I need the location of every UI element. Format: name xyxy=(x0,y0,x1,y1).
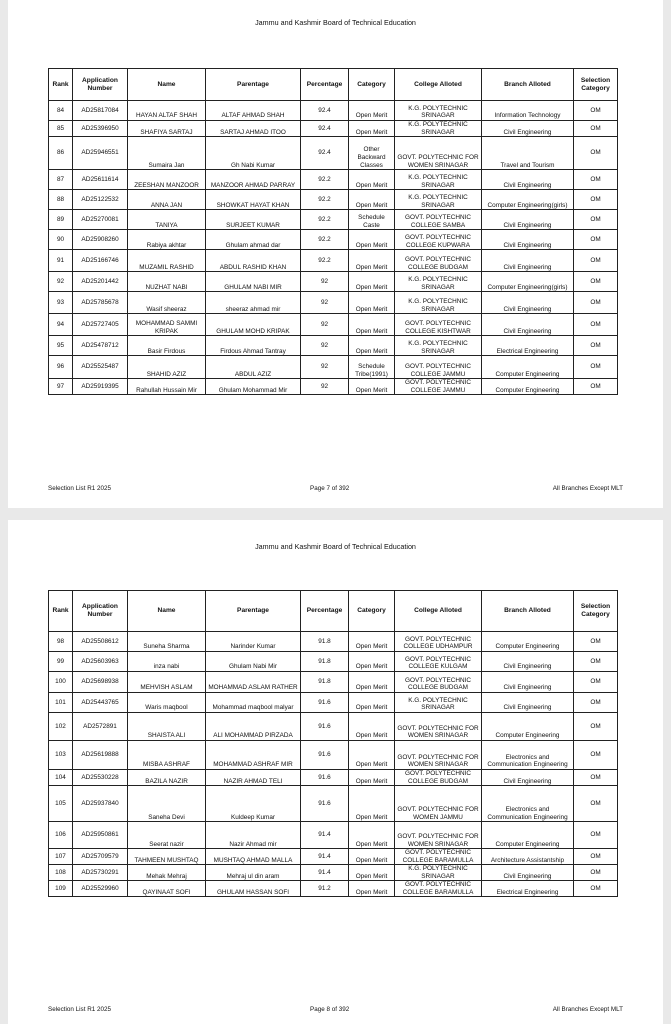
branch-cell: Computer Engineering xyxy=(482,632,574,652)
college-cell: GOVT. POLYTECHNIC COLLEGE UDHAMPUR xyxy=(395,632,482,652)
selection-category-cell: OM xyxy=(574,356,618,379)
college-cell: GOVT. POLYTECHNIC COLLEGE BARAMULLA xyxy=(395,881,482,897)
rank-cell: 96 xyxy=(49,356,73,379)
name-cell: BAZILA NAZIR xyxy=(128,770,206,786)
college-cell: GOVT. POLYTECHNIC FOR WOMEN SRINAGAR xyxy=(395,822,482,849)
col-category: Category xyxy=(349,591,395,632)
category-cell: Open Merit xyxy=(349,250,395,272)
percentage-cell: 92 xyxy=(301,314,349,336)
percentage-cell: 92.4 xyxy=(301,137,349,170)
category-cell: Open Merit xyxy=(349,865,395,881)
footer-branches: All Branches Except MLT xyxy=(552,1006,623,1013)
branch-cell: Civil Engineering xyxy=(482,314,574,336)
rank-cell: 88 xyxy=(49,190,73,210)
rank-cell: 90 xyxy=(49,230,73,250)
application-number-cell: AD25727405 xyxy=(73,314,128,336)
name-cell: NUZHAT NABI xyxy=(128,272,206,292)
parentage-cell: GHULAM MOHD KRIPAK xyxy=(206,314,301,336)
college-cell: GOVT. POLYTECHNIC COLLEGE BUDGAM xyxy=(395,770,482,786)
application-number-cell: AD25817084 xyxy=(73,101,128,121)
parentage-cell: MANZOOR AHMAD PARRAY xyxy=(206,170,301,190)
category-cell: Open Merit xyxy=(349,230,395,250)
rank-cell: 94 xyxy=(49,314,73,336)
rank-cell: 100 xyxy=(49,672,73,693)
table-row xyxy=(49,822,618,849)
parentage-cell: Firdous Ahmad Tantray xyxy=(206,336,301,356)
parentage-cell: Narinder Kumar xyxy=(206,632,301,652)
category-cell: Open Merit xyxy=(349,170,395,190)
rank-cell: 98 xyxy=(49,632,73,652)
col-selection-category: Selection Category xyxy=(574,591,618,632)
category-cell: Open Merit xyxy=(349,314,395,336)
college-cell: GOVT. POLYTECHNIC FOR WOMEN SRINAGAR xyxy=(395,741,482,770)
college-cell: GOVT. POLYTECHNIC COLLEGE SAMBA xyxy=(395,210,482,230)
category-cell: Open Merit xyxy=(349,713,395,741)
selection-category-cell: OM xyxy=(574,137,618,170)
college-cell: K.G. POLYTECHNIC SRINAGAR xyxy=(395,693,482,713)
footer-page-number: Page 7 of 392 xyxy=(310,485,350,492)
footer-page-number: Page 8 of 392 xyxy=(310,1006,350,1013)
category-cell: Open Merit xyxy=(349,741,395,770)
percentage-cell: 92 xyxy=(301,336,349,356)
selection-category-cell: OM xyxy=(574,314,618,336)
category-cell: Open Merit xyxy=(349,190,395,210)
rank-cell: 85 xyxy=(49,121,73,137)
category-cell: Open Merit xyxy=(349,822,395,849)
table-row xyxy=(49,693,618,713)
selection-category-cell: OM xyxy=(574,379,618,395)
college-cell: GOVT. POLYTECHNIC FOR WOMEN SRINAGAR xyxy=(395,713,482,741)
table-row xyxy=(49,632,618,652)
percentage-cell: 92.4 xyxy=(301,101,349,121)
footer-list-name: Selection List R1 2025 xyxy=(48,485,112,492)
parentage-cell: Ghulam Nabi Mir xyxy=(206,652,301,672)
col-category: Category xyxy=(349,69,395,101)
rank-cell: 106 xyxy=(49,822,73,849)
percentage-cell: 91.6 xyxy=(301,786,349,822)
college-cell: GOVT. POLYTECHNIC COLLEGE BUDGAM xyxy=(395,250,482,272)
rank-cell: 93 xyxy=(49,292,73,314)
branch-cell: Electronics and Communication Engineering xyxy=(482,741,574,770)
college-cell: GOVT. POLYTECHNIC COLLEGE KULGAM xyxy=(395,652,482,672)
table-row xyxy=(49,314,618,336)
college-cell: GOVT. POLYTECHNIC COLLEGE JAMMU xyxy=(395,379,482,395)
application-number-cell: AD25166746 xyxy=(73,250,128,272)
category-cell: Open Merit xyxy=(349,292,395,314)
branch-cell: Architecture Assistantship xyxy=(482,849,574,865)
name-cell: Mehak Mehraj xyxy=(128,865,206,881)
branch-cell: Civil Engineering xyxy=(482,250,574,272)
table-row xyxy=(49,865,618,881)
application-number-cell: AD2572891 xyxy=(73,713,128,741)
percentage-cell: 91.6 xyxy=(301,770,349,786)
name-cell: Suneha Sharma xyxy=(128,632,206,652)
college-cell: K.G. POLYTECHNIC SRINAGAR xyxy=(395,121,482,137)
percentage-cell: 92 xyxy=(301,292,349,314)
parentage-cell: ABDUL AZIZ xyxy=(206,356,301,379)
application-number-cell: AD25201442 xyxy=(73,272,128,292)
branch-cell: Electronics and Communication Engineering xyxy=(482,786,574,822)
application-number-cell: AD25270081 xyxy=(73,210,128,230)
branch-cell: Computer Engineering(girls) xyxy=(482,272,574,292)
parentage-cell: GHULAM HASSAN SOFI xyxy=(206,881,301,897)
college-cell: K.G. POLYTECHNIC SRINAGAR xyxy=(395,170,482,190)
parentage-cell: Kuldeep Kumar xyxy=(206,786,301,822)
college-cell: K.G. POLYTECHNIC SRINAGAR xyxy=(395,865,482,881)
table-row xyxy=(49,190,618,210)
col-branch-alloted: Branch Alloted xyxy=(482,591,574,632)
college-cell: GOVT. POLYTECHNIC COLLEGE BUDGAM xyxy=(395,672,482,693)
footer-list-name: Selection List R1 2025 xyxy=(48,1006,112,1013)
rank-cell: 102 xyxy=(49,713,73,741)
college-cell: GOVT. POLYTECHNIC FOR WOMEN JAMMU xyxy=(395,786,482,822)
college-cell: K.G. POLYTECHNIC SRINAGAR xyxy=(395,272,482,292)
name-cell: MOHAMMAD SAMMI KRIPAK xyxy=(128,314,206,336)
table-row xyxy=(49,210,618,230)
table-row xyxy=(49,881,618,897)
selection-category-cell: OM xyxy=(574,881,618,897)
percentage-cell: 91.4 xyxy=(301,849,349,865)
table-row xyxy=(49,713,618,741)
percentage-cell: 91.6 xyxy=(301,741,349,770)
selection-category-cell: OM xyxy=(574,770,618,786)
percentage-cell: 92 xyxy=(301,356,349,379)
selection-category-cell: OM xyxy=(574,170,618,190)
category-cell: Open Merit xyxy=(349,693,395,713)
selection-category-cell: OM xyxy=(574,210,618,230)
selection-category-cell: OM xyxy=(574,786,618,822)
col-application-number: Application Number xyxy=(73,69,128,101)
branch-cell: Civil Engineering xyxy=(482,170,574,190)
name-cell: MISBA ASHRAF xyxy=(128,741,206,770)
parentage-cell: Mehraj ul din aram xyxy=(206,865,301,881)
percentage-cell: 92.2 xyxy=(301,230,349,250)
selection-category-cell: OM xyxy=(574,121,618,137)
branch-cell: Travel and Tourism xyxy=(482,137,574,170)
table-row xyxy=(49,786,618,822)
parentage-cell: ABDUL RASHID KHAN xyxy=(206,250,301,272)
percentage-cell: 91.8 xyxy=(301,652,349,672)
name-cell: TAHMEEN MUSHTAQ xyxy=(128,849,206,865)
table-header-row xyxy=(49,69,618,101)
college-cell: K.G. POLYTECHNIC SRINAGAR xyxy=(395,101,482,121)
document-page-1 xyxy=(8,0,663,508)
college-cell: GOVT. POLYTECHNIC COLLEGE KISHTWAR xyxy=(395,314,482,336)
college-cell: GOVT. POLYTECHNIC COLLEGE JAMMU xyxy=(395,356,482,379)
selection-category-cell: OM xyxy=(574,250,618,272)
page-header: Jammu and Kashmir Board of Technical Education xyxy=(255,542,416,551)
name-cell: Saneha Devi xyxy=(128,786,206,822)
name-cell: ZEESHAN MANZOOR xyxy=(128,170,206,190)
application-number-cell: AD25611614 xyxy=(73,170,128,190)
name-cell: Seerat nazir xyxy=(128,822,206,849)
selection-category-cell: OM xyxy=(574,272,618,292)
rank-cell: 109 xyxy=(49,881,73,897)
selection-category-cell: OM xyxy=(574,336,618,356)
percentage-cell: 92.4 xyxy=(301,121,349,137)
table-header-row xyxy=(49,591,618,632)
application-number-cell: AD25529960 xyxy=(73,881,128,897)
name-cell: MEHVISH ASLAM xyxy=(128,672,206,693)
parentage-cell: Nazir Ahmad mir xyxy=(206,822,301,849)
category-cell: Open Merit xyxy=(349,336,395,356)
table-row xyxy=(49,250,618,272)
application-number-cell: AD25919395 xyxy=(73,379,128,395)
branch-cell: Computer Engineering xyxy=(482,713,574,741)
application-number-cell: AD25525487 xyxy=(73,356,128,379)
percentage-cell: 92 xyxy=(301,379,349,395)
branch-cell: Civil Engineering xyxy=(482,121,574,137)
percentage-cell: 92.2 xyxy=(301,170,349,190)
percentage-cell: 91.4 xyxy=(301,822,349,849)
rank-cell: 105 xyxy=(49,786,73,822)
application-number-cell: AD25946551 xyxy=(73,137,128,170)
parentage-cell: Mohammad maqbool malyar xyxy=(206,693,301,713)
application-number-cell: AD25785678 xyxy=(73,292,128,314)
application-number-cell: AD25603963 xyxy=(73,652,128,672)
percentage-cell: 91.6 xyxy=(301,713,349,741)
application-number-cell: AD25396950 xyxy=(73,121,128,137)
name-cell: inza nabi xyxy=(128,652,206,672)
rank-cell: 89 xyxy=(49,210,73,230)
col-rank: Rank xyxy=(49,591,73,632)
percentage-cell: 92.2 xyxy=(301,210,349,230)
category-cell: Open Merit xyxy=(349,672,395,693)
table-row xyxy=(49,170,618,190)
branch-cell: Civil Engineering xyxy=(482,770,574,786)
selection-category-cell: OM xyxy=(574,101,618,121)
category-cell: Open Merit xyxy=(349,849,395,865)
col-application-number: Application Number xyxy=(73,591,128,632)
table-row xyxy=(49,356,618,379)
parentage-cell: Ghulam Mohammad Mir xyxy=(206,379,301,395)
category-cell: Open Merit xyxy=(349,121,395,137)
category-cell: Open Merit xyxy=(349,101,395,121)
selection-table xyxy=(48,68,618,395)
application-number-cell: AD25950861 xyxy=(73,822,128,849)
branch-cell: Civil Engineering xyxy=(482,693,574,713)
name-cell: ANNA JAN xyxy=(128,190,206,210)
selection-category-cell: OM xyxy=(574,693,618,713)
application-number-cell: AD25908260 xyxy=(73,230,128,250)
col-college-alloted: College Alloted xyxy=(395,591,482,632)
rank-cell: 103 xyxy=(49,741,73,770)
branch-cell: Computer Engineering(girls) xyxy=(482,190,574,210)
parentage-cell: ALTAF AHMAD SHAH xyxy=(206,101,301,121)
col-percentage: Percentage xyxy=(301,69,349,101)
name-cell: HAYAN ALTAF SHAH xyxy=(128,101,206,121)
col-branch-alloted: Branch Alloted xyxy=(482,69,574,101)
col-parentage: Parentage xyxy=(206,591,301,632)
application-number-cell: AD25730291 xyxy=(73,865,128,881)
percentage-cell: 92 xyxy=(301,272,349,292)
rank-cell: 101 xyxy=(49,693,73,713)
table-row xyxy=(49,272,618,292)
branch-cell: Computer Engineering xyxy=(482,356,574,379)
selection-category-cell: OM xyxy=(574,672,618,693)
col-parentage: Parentage xyxy=(206,69,301,101)
name-cell: MUZAMIL RASHID xyxy=(128,250,206,272)
category-cell: Open Merit xyxy=(349,379,395,395)
table-row xyxy=(49,652,618,672)
rank-cell: 104 xyxy=(49,770,73,786)
percentage-cell: 91.8 xyxy=(301,632,349,652)
percentage-cell: 92.2 xyxy=(301,190,349,210)
percentage-cell: 91.8 xyxy=(301,672,349,693)
parentage-cell: Ghulam ahmad dar xyxy=(206,230,301,250)
name-cell: SHAISTA ALI xyxy=(128,713,206,741)
parentage-cell: SHOWKAT HAYAT KHAN xyxy=(206,190,301,210)
col-name: Name xyxy=(128,591,206,632)
branch-cell: Civil Engineering xyxy=(482,672,574,693)
parentage-cell: GHULAM NABI MIR xyxy=(206,272,301,292)
table-row xyxy=(49,379,618,395)
category-cell: Open Merit xyxy=(349,272,395,292)
branch-cell: Civil Engineering xyxy=(482,210,574,230)
name-cell: SHAFIYA SARTAJ xyxy=(128,121,206,137)
rank-cell: 95 xyxy=(49,336,73,356)
name-cell: TANIYA xyxy=(128,210,206,230)
rank-cell: 87 xyxy=(49,170,73,190)
name-cell: Sumaira Jan xyxy=(128,137,206,170)
branch-cell: Civil Engineering xyxy=(482,230,574,250)
table-row xyxy=(49,137,618,170)
rank-cell: 97 xyxy=(49,379,73,395)
table-row xyxy=(49,292,618,314)
college-cell: GOVT. POLYTECHNIC COLLEGE BARAMULLA xyxy=(395,849,482,865)
table-row xyxy=(49,672,618,693)
name-cell: Basir Firdous xyxy=(128,336,206,356)
parentage-cell: MOHAMMAD ASHRAF MIR xyxy=(206,741,301,770)
parentage-cell: Gh Nabi Kumar xyxy=(206,137,301,170)
branch-cell: Computer Engineering xyxy=(482,822,574,849)
selection-category-cell: OM xyxy=(574,230,618,250)
branch-cell: Civil Engineering xyxy=(482,292,574,314)
selection-table xyxy=(48,590,618,897)
selection-category-cell: OM xyxy=(574,741,618,770)
category-cell: Open Merit xyxy=(349,632,395,652)
page-header: Jammu and Kashmir Board of Technical Education xyxy=(255,18,416,27)
document-page-2 xyxy=(8,520,663,1024)
rank-cell: 108 xyxy=(49,865,73,881)
college-cell: GOVT. POLYTECHNIC COLLEGE KUPWARA xyxy=(395,230,482,250)
name-cell: Waris maqbool xyxy=(128,693,206,713)
selection-category-cell: OM xyxy=(574,632,618,652)
parentage-cell: ALI MOHAMMAD PIRZADA xyxy=(206,713,301,741)
col-selection-category: Selection Category xyxy=(574,69,618,101)
rank-cell: 107 xyxy=(49,849,73,865)
category-cell: Open Merit xyxy=(349,652,395,672)
selection-category-cell: OM xyxy=(574,190,618,210)
percentage-cell: 91.2 xyxy=(301,881,349,897)
name-cell: QAYINAAT SOFI xyxy=(128,881,206,897)
selection-category-cell: OM xyxy=(574,713,618,741)
footer-branches: All Branches Except MLT xyxy=(552,485,623,492)
table-row xyxy=(49,336,618,356)
name-cell: Rabiya akhtar xyxy=(128,230,206,250)
category-cell: Other Backward Classes xyxy=(349,137,395,170)
parentage-cell: sheeraz ahmad mir xyxy=(206,292,301,314)
parentage-cell: MOHAMMAD ASLAM RATHER xyxy=(206,672,301,693)
application-number-cell: AD25698938 xyxy=(73,672,128,693)
branch-cell: Information Technology xyxy=(482,101,574,121)
table-row xyxy=(49,101,618,121)
college-cell: K.G. POLYTECHNIC SRINAGAR xyxy=(395,190,482,210)
rank-cell: 99 xyxy=(49,652,73,672)
col-college-alloted: College Alloted xyxy=(395,69,482,101)
application-number-cell: AD25508612 xyxy=(73,632,128,652)
name-cell: Rahullah Hussain Mir xyxy=(128,379,206,395)
branch-cell: Electrical Engineering xyxy=(482,881,574,897)
col-percentage: Percentage xyxy=(301,591,349,632)
selection-category-cell: OM xyxy=(574,292,618,314)
college-cell: K.G. POLYTECHNIC SRINAGAR xyxy=(395,336,482,356)
college-cell: K.G. POLYTECHNIC SRINAGAR xyxy=(395,292,482,314)
selection-category-cell: OM xyxy=(574,652,618,672)
table-row xyxy=(49,849,618,865)
rank-cell: 92 xyxy=(49,272,73,292)
college-cell: GOVT. POLYTECHNIC FOR WOMEN SRINAGAR xyxy=(395,137,482,170)
table-row xyxy=(49,770,618,786)
category-cell: Open Merit xyxy=(349,786,395,822)
parentage-cell: SURJEET KUMAR xyxy=(206,210,301,230)
selection-category-cell: OM xyxy=(574,849,618,865)
table-row xyxy=(49,230,618,250)
branch-cell: Computer Engineering xyxy=(482,379,574,395)
application-number-cell: AD25478712 xyxy=(73,336,128,356)
table-row xyxy=(49,121,618,137)
parentage-cell: SARTAJ AHMAD ITOO xyxy=(206,121,301,137)
application-number-cell: AD25619888 xyxy=(73,741,128,770)
rank-cell: 91 xyxy=(49,250,73,272)
col-name: Name xyxy=(128,69,206,101)
application-number-cell: AD25530228 xyxy=(73,770,128,786)
category-cell: Schedule Tribe(1991) xyxy=(349,356,395,379)
application-number-cell: AD25122532 xyxy=(73,190,128,210)
selection-category-cell: OM xyxy=(574,822,618,849)
application-number-cell: AD25709579 xyxy=(73,849,128,865)
selection-category-cell: OM xyxy=(574,865,618,881)
name-cell: SHAHID AZIZ xyxy=(128,356,206,379)
rank-cell: 86 xyxy=(49,137,73,170)
percentage-cell: 91.6 xyxy=(301,693,349,713)
application-number-cell: AD25937840 xyxy=(73,786,128,822)
percentage-cell: 92.2 xyxy=(301,250,349,272)
branch-cell: Civil Engineering xyxy=(482,865,574,881)
parentage-cell: NAZIR AHMAD TELI xyxy=(206,770,301,786)
application-number-cell: AD25443765 xyxy=(73,693,128,713)
branch-cell: Electrical Engineering xyxy=(482,336,574,356)
name-cell: Wasif sheeraz xyxy=(128,292,206,314)
percentage-cell: 91.4 xyxy=(301,865,349,881)
rank-cell: 84 xyxy=(49,101,73,121)
branch-cell: Civil Engineering xyxy=(482,652,574,672)
category-cell: Schedule Caste xyxy=(349,210,395,230)
category-cell: Open Merit xyxy=(349,881,395,897)
category-cell: Open Merit xyxy=(349,770,395,786)
col-rank: Rank xyxy=(49,69,73,101)
table-row xyxy=(49,741,618,770)
parentage-cell: MUSHTAQ AHMAD MALLA xyxy=(206,849,301,865)
